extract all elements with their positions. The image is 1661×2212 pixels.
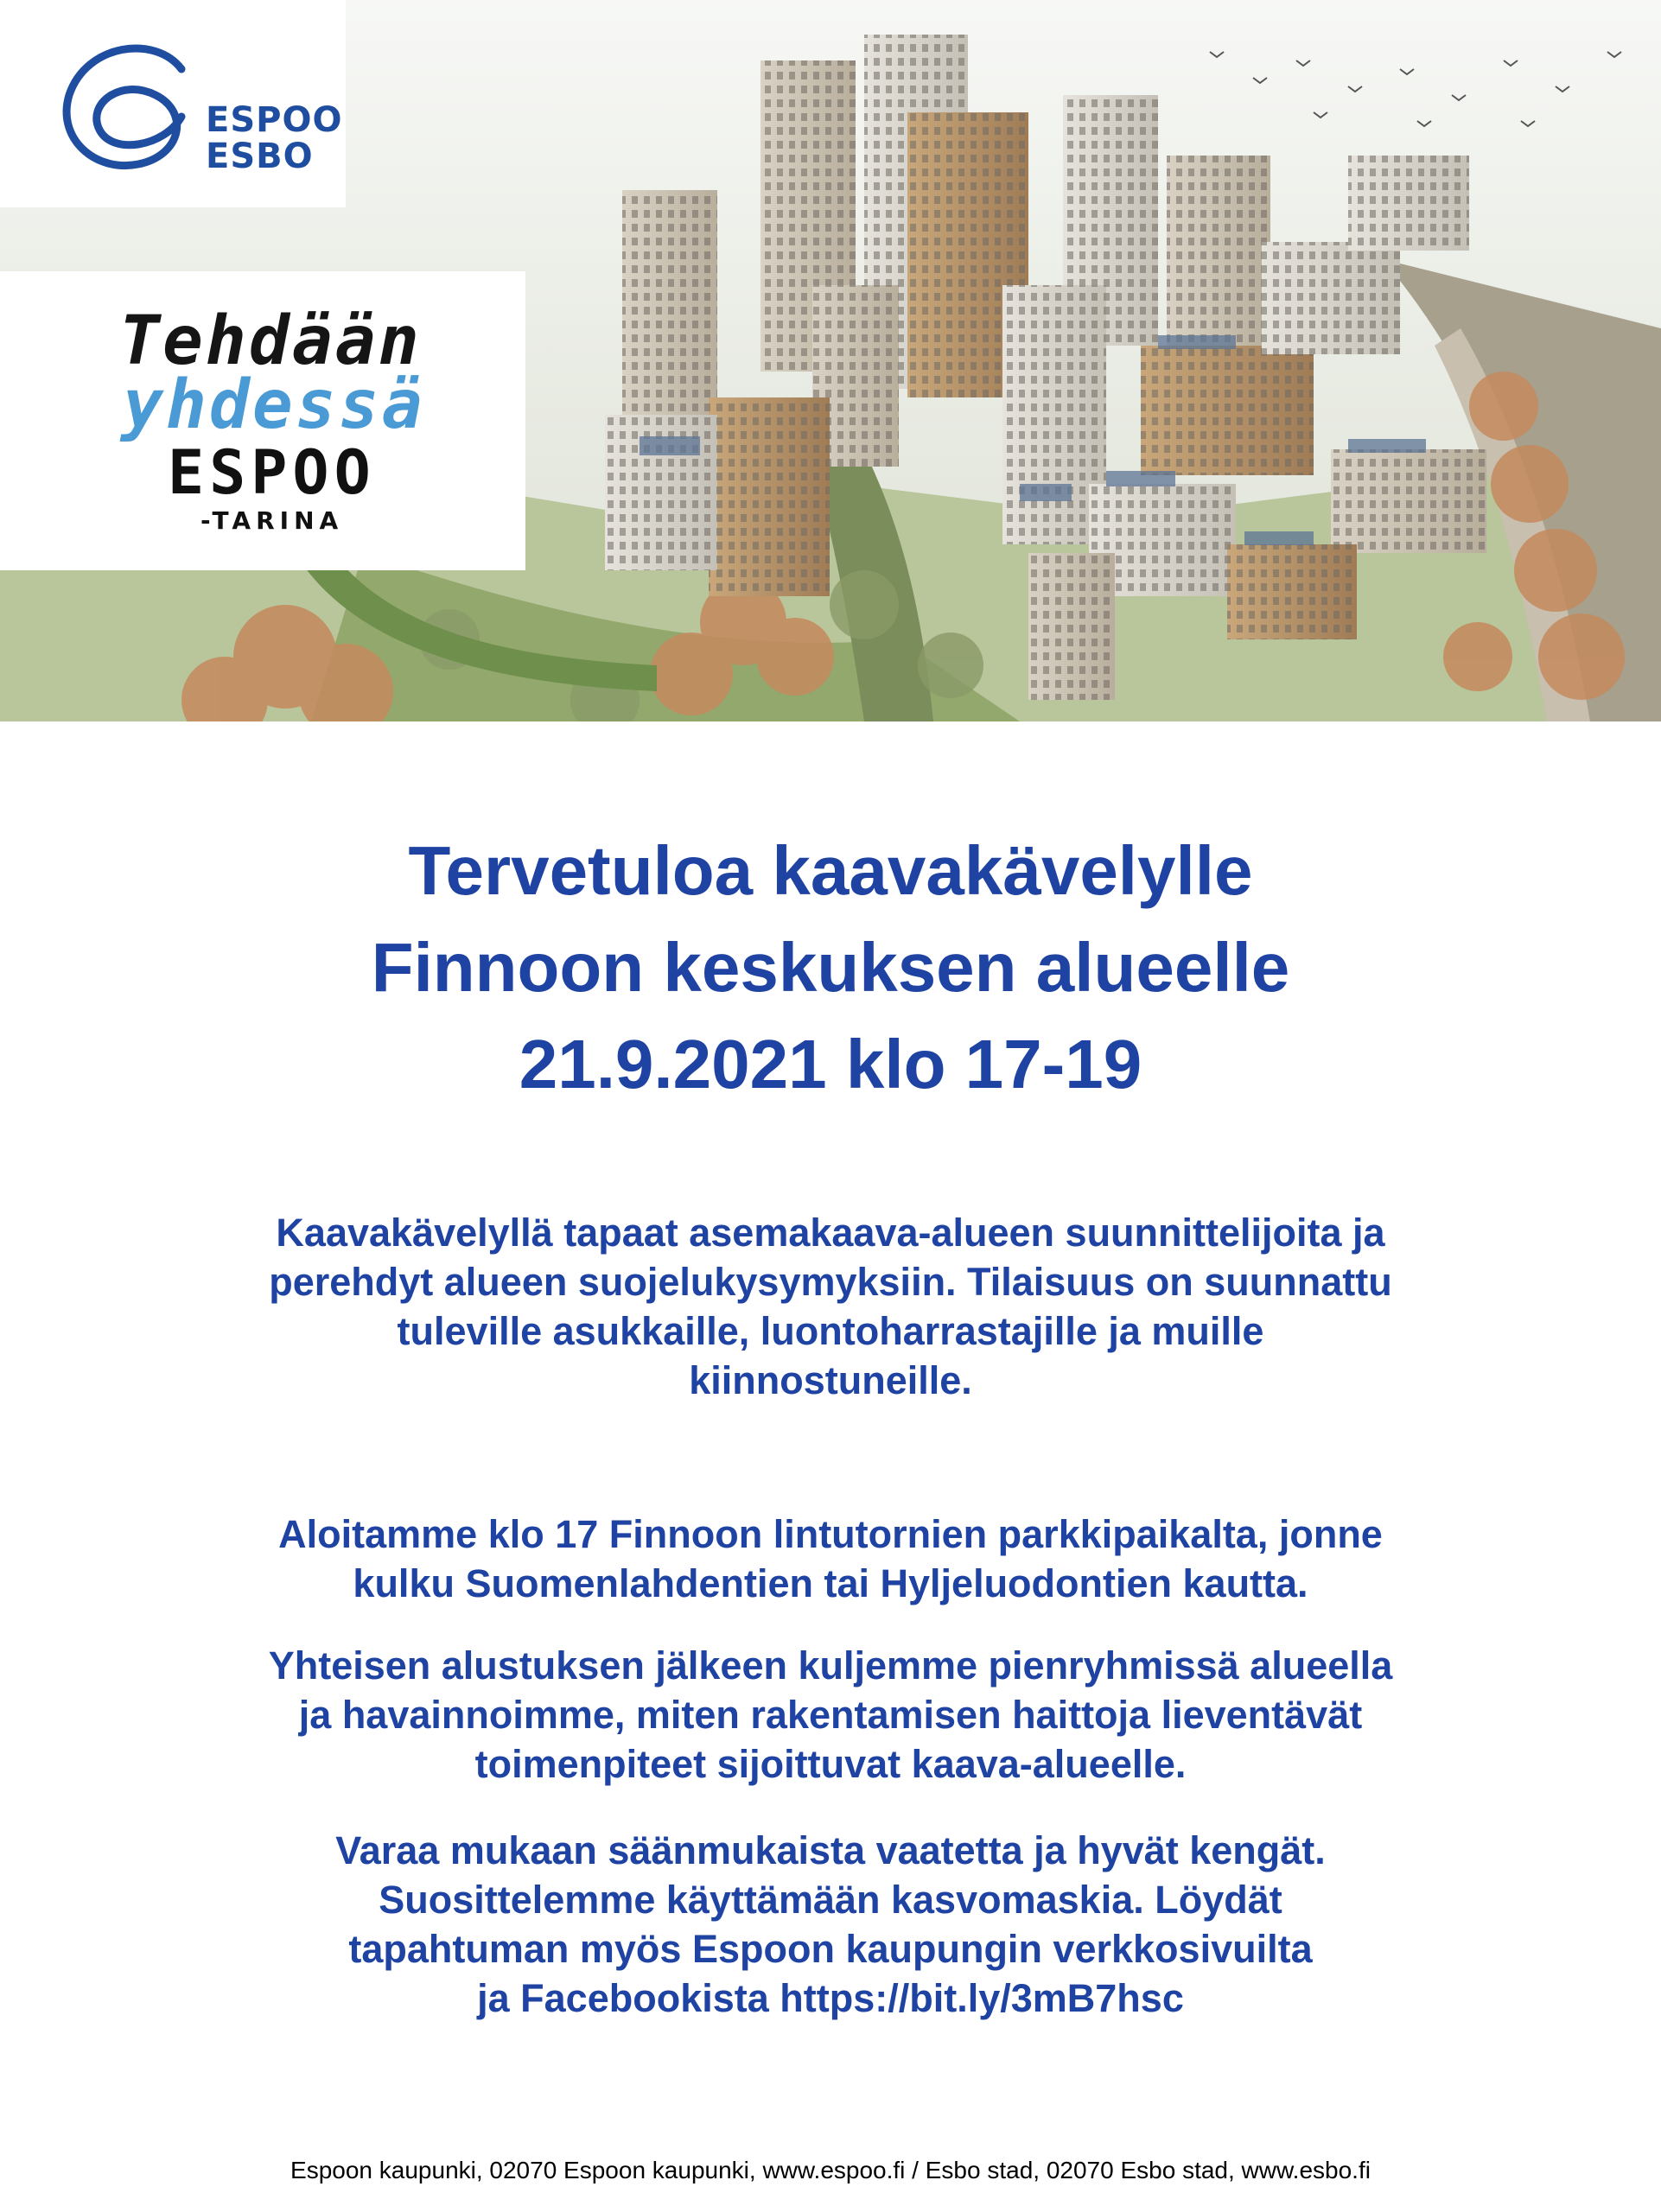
- instructions-paragraph: [0, 1826, 1661, 2023]
- paragraph-line: Kaavakävelyllä tapaat asemakaava-alueen suunnittelijoita ja: [276, 1211, 1385, 1255]
- paragraph-line: Suosittelemme käyttämään kasvomaskia. Löydät: [379, 1878, 1282, 1922]
- tehdaan-yhdessa-logo: [0, 271, 525, 570]
- paragraph-line-with-link: ja Facebookista https://bit.ly/3mB7hsc: [477, 1976, 1184, 2020]
- paragraph-line: toimenpiteet sijoittuvat kaava-alueelle.: [474, 1742, 1187, 1786]
- program-paragraph: [0, 1641, 1661, 1789]
- meeting-point-paragraph: [0, 1510, 1661, 1608]
- paragraph-line: Varaa mukaan säänmukaista vaatetta ja hyvät kengät.: [335, 1828, 1326, 1872]
- espoo-swirl-icon: [52, 35, 199, 181]
- intro-paragraph: [0, 1208, 1661, 1405]
- paragraph-line: kiinnostuneille.: [689, 1358, 972, 1402]
- title-line1: Tervetuloa kaavakävelylle: [408, 832, 1253, 909]
- paragraph-line: Yhteisen alustuksen jälkeen kuljemme pienryhmissä alueella: [268, 1643, 1393, 1688]
- title-date: 21.9.2021 klo 17-19: [519, 1026, 1142, 1103]
- page-title: [0, 823, 1661, 1113]
- espoo-logo-line1: ESPOO: [206, 100, 343, 140]
- paragraph-line: Aloitamme klo 17 Finnoon lintutornien parkkipaikalta, jonne: [278, 1512, 1383, 1556]
- paragraph-line: tuleville asukkaille, luontoharrastajille ja muille: [397, 1309, 1264, 1353]
- paragraph-line: ja havainnoimme, miten rakentamisen haittoja lieventävät: [298, 1693, 1363, 1737]
- espoo-logo-text: [206, 102, 342, 175]
- paragraph-line: tapahtuman myös Espoon kaupungin verkkosivuilta: [348, 1927, 1313, 1971]
- espoo-logo-line2: ESBO: [206, 137, 314, 176]
- footer-contact: Espoon kaupunki, 02070 Espoon kaupunki, www.espoo.fi / Esbo stad, 02070 Esbo stad, www.esbo.fi: [290, 2157, 1371, 2183]
- title-line2: Finnoon keskuksen alueelle: [371, 929, 1290, 1006]
- tarina-logo-line2: yhdessä: [123, 366, 425, 444]
- tarina-logo-line4: -TARINA: [200, 506, 344, 535]
- tarina-logo-line3: ESPOO: [168, 437, 376, 508]
- paragraph-line: perehdyt alueen suojelukysymyksiin. Tilaisuus on suunnattu: [269, 1260, 1392, 1304]
- tarina-logo-line1: Tehdään: [119, 302, 422, 380]
- espoo-logo: [0, 0, 346, 207]
- paragraph-line: kulku Suomenlahdentien tai Hyljeluodontien kautta.: [353, 1561, 1308, 1605]
